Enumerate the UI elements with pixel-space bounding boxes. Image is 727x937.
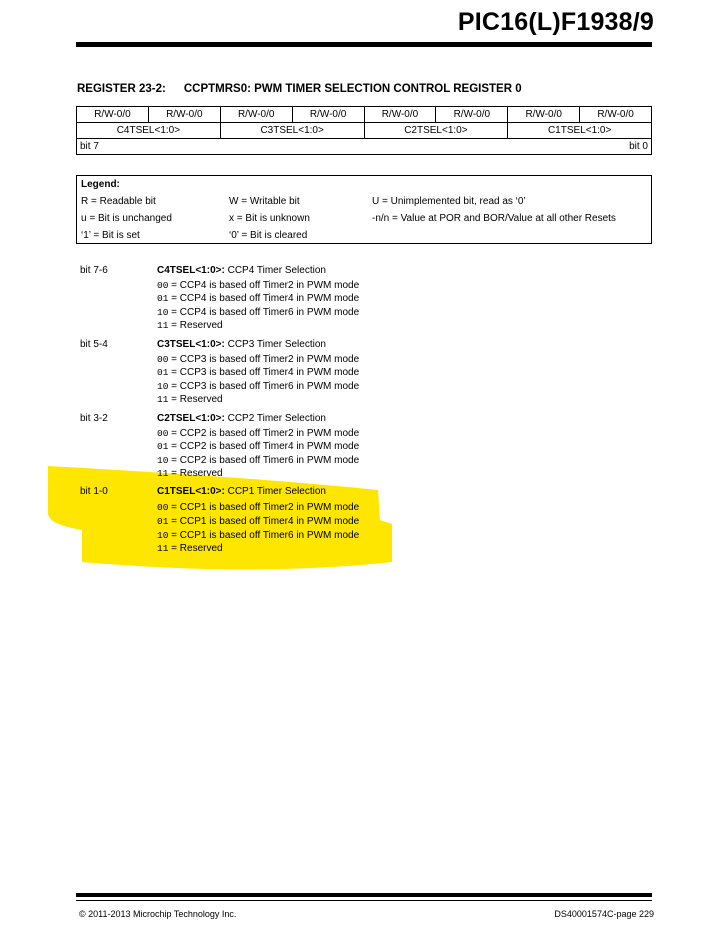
legend-item: -n/n = Value at POR and BOR/Value at all other Resets <box>372 213 616 224</box>
access-cell: R/W-0/0 <box>148 107 220 123</box>
option-line: 01 = CCP4 is based off Timer4 in PWM mode <box>157 293 360 304</box>
register-table <box>76 106 652 155</box>
bit-low-label: bit 0 <box>629 141 648 152</box>
access-cell: R/W-0/0 <box>580 107 652 123</box>
bit-heading <box>157 486 326 497</box>
field-name: C3TSEL<1:0>: <box>157 339 225 350</box>
option-line: 10 = CCP1 is based off Timer6 in PWM mode <box>157 530 360 541</box>
option-line: 01 = CCP2 is based off Timer4 in PWM mode <box>157 441 360 452</box>
bit-heading <box>157 413 326 424</box>
field-desc: CCP4 Timer Selection <box>224 265 326 276</box>
bit-label: bit 3-2 <box>80 413 108 424</box>
option-line: 11 = Reserved <box>157 468 223 479</box>
option-line: 00 = CCP2 is based off Timer2 in PWM mode <box>157 428 360 439</box>
option-line: 11 = Reserved <box>157 394 223 405</box>
field-desc: CCP3 Timer Selection <box>224 339 326 350</box>
legend-item: ‘1’ = Bit is set <box>81 230 140 241</box>
access-row <box>77 107 652 123</box>
legend-item: R = Readable bit <box>81 196 156 207</box>
access-cell: R/W-0/0 <box>292 107 364 123</box>
option-line: 01 = CCP3 is based off Timer4 in PWM mode <box>157 367 360 378</box>
access-cell: R/W-0/0 <box>364 107 436 123</box>
bit-heading <box>157 265 326 276</box>
register-caption <box>77 83 522 95</box>
header-rule <box>76 42 652 47</box>
field-cell: C3TSEL<1:0> <box>220 123 364 139</box>
bit-label: bit 1-0 <box>80 486 108 497</box>
field-name: C2TSEL<1:0>: <box>157 413 225 424</box>
bit-high-label: bit 7 <box>80 141 99 152</box>
bit-label: bit 5-4 <box>80 339 108 350</box>
option-line: 01 = CCP1 is based off Timer4 in PWM mode <box>157 516 360 527</box>
legend-item: u = Bit is unchanged <box>81 213 172 224</box>
legend-item: U = Unimplemented bit, read as ‘0’ <box>372 196 526 207</box>
footer-copyright: © 2011-2013 Microchip Technology Inc. <box>79 909 237 919</box>
footer-rule-thick <box>76 893 652 897</box>
bit-heading <box>157 339 326 350</box>
footer-page-number: DS40001574C-page 229 <box>554 909 654 919</box>
register-id: REGISTER 23-2: <box>77 83 166 95</box>
field-desc: CCP1 Timer Selection <box>224 486 326 497</box>
field-cell: C2TSEL<1:0> <box>364 123 508 139</box>
option-line: 00 = CCP4 is based off Timer2 in PWM mode <box>157 280 360 291</box>
footer-rule-thin <box>76 900 652 901</box>
register-title: CCPTMRS0: PWM TIMER SELECTION CONTROL REGISTER 0 <box>183 83 522 95</box>
access-cell: R/W-0/0 <box>436 107 508 123</box>
access-cell: R/W-0/0 <box>77 107 149 123</box>
bit-range-row <box>77 139 652 155</box>
access-cell: R/W-0/0 <box>508 107 580 123</box>
field-desc: CCP2 Timer Selection <box>224 413 326 424</box>
legend-item: ‘0’ = Bit is cleared <box>229 230 308 241</box>
bit-label: bit 7-6 <box>80 265 108 276</box>
option-line: 11 = Reserved <box>157 320 223 331</box>
field-cell: C4TSEL<1:0> <box>77 123 221 139</box>
document-title: PIC16(L)F1938/9 <box>457 8 654 36</box>
option-line: 10 = CCP2 is based off Timer6 in PWM mode <box>157 455 360 466</box>
field-row <box>77 123 652 139</box>
legend-item: W = Writable bit <box>229 196 300 207</box>
legend-box <box>76 175 652 244</box>
access-cell: R/W-0/0 <box>220 107 292 123</box>
field-name: C4TSEL<1:0>: <box>157 265 225 276</box>
option-line: 10 = CCP4 is based off Timer6 in PWM mode <box>157 307 360 318</box>
option-line: 00 = CCP1 is based off Timer2 in PWM mode <box>157 502 360 513</box>
legend-title: Legend: <box>81 179 120 190</box>
option-line: 00 = CCP3 is based off Timer2 in PWM mode <box>157 354 360 365</box>
field-cell: C1TSEL<1:0> <box>508 123 652 139</box>
option-line: 10 = CCP3 is based off Timer6 in PWM mode <box>157 381 360 392</box>
legend-item: x = Bit is unknown <box>229 213 310 224</box>
option-line: 11 = Reserved <box>157 543 223 554</box>
field-name: C1TSEL<1:0>: <box>157 486 225 497</box>
